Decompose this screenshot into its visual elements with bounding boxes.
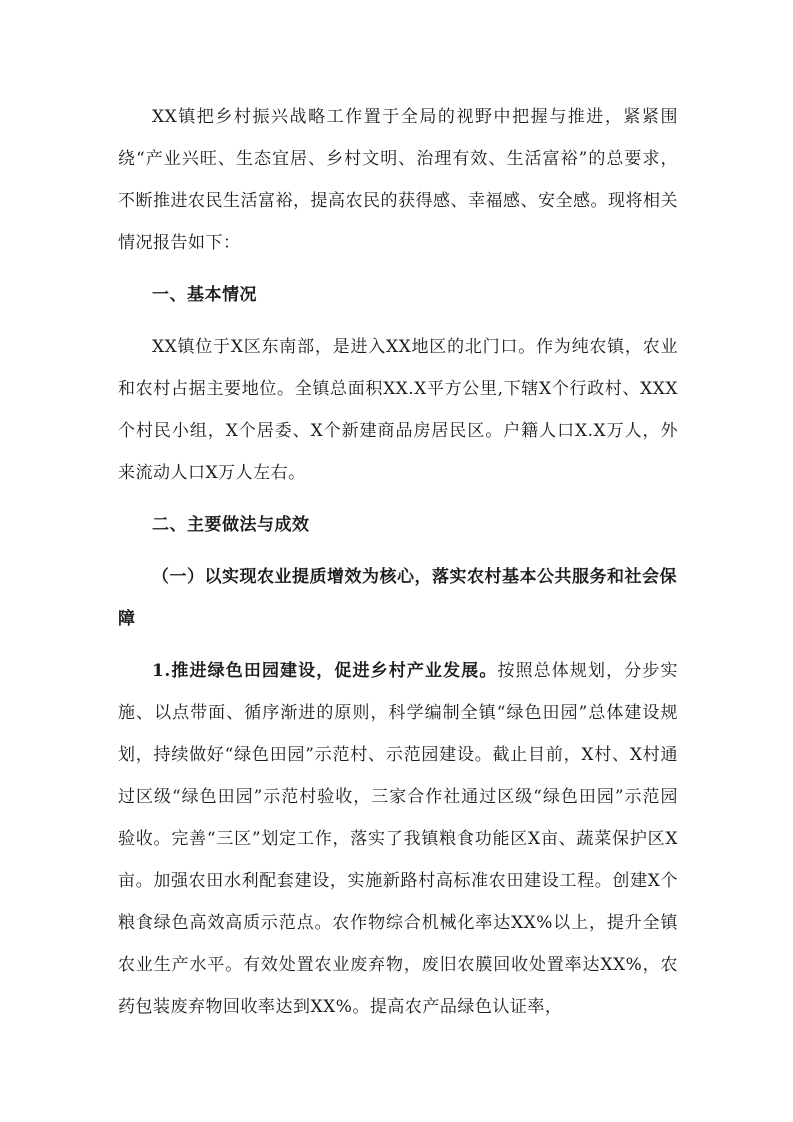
basic-situation-paragraph: XX镇位于X区东南部，是进入XX地区的北门口。作为纯农镇，农业和农村占据主要地位。全镇总面积XX.X平方公里,下辖X个行政村、XXX个村民小组，X个居委、X个新建商品房居民区。户籍人口X.X万人，外来流动人口X万人左右。 — [118, 337, 678, 483]
section-heading-basic-situation: 一、基本情况 — [152, 285, 257, 305]
section-heading-main-practices: 二、主要做法与成效 — [152, 515, 310, 535]
item1-paragraph — [118, 650, 678, 1028]
subsection-heading-agriculture: （一）以实现农业提质增效为核心，落实农村基本公共服务和社会保障 — [118, 567, 677, 629]
document-body — [118, 96, 678, 1028]
item1-lead-sentence: 1.推进绿色田园建设，促进乡村产业发展。 — [152, 661, 498, 681]
item1-body-text: 按照总体规划，分步实施、以点带面、循序渐进的原则，科学编制全镇“绿色田园”总体建设规划，持续做好“绿色田园”示范村、示范园建设。截止目前，X村、X村通过区级“绿色田园”示范村验收，三家合作社通过区级“绿色田园”示范园验收。完善“三区”划定工作，落实了我镇粮食功能区X亩、蔬菜保护区X亩。加强农田水利配套建设，实施新路村高标准农田建设工程。创建X个粮食绿色高效高质示范点。农作物综合机械化率达XX%以上，提升全镇农业生产水平。有效处置农业废弃物，废旧农膜回收处置率达XX%，农药包装废弃物回收率达到XX%。提高农产品绿色认证率， — [118, 661, 678, 1017]
intro-paragraph: XX镇把乡村振兴战略工作置于全局的视野中把握与推进，紧紧围绕“产业兴旺、生态宜居、乡村文明、治理有效、生活富裕”的总要求，不断推进农民生活富裕，提高农民的获得感、幸福感、安全感。现将相关情况报告如下： — [118, 107, 678, 253]
